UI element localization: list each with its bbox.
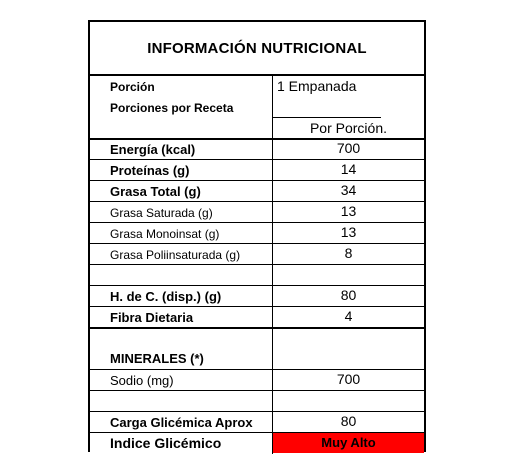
glycemic-index-label: Indice Glicémico (110, 435, 222, 451)
sodium-value: 700 (336, 371, 361, 387)
fiber-label: Fibra Dietaria (110, 310, 194, 325)
glycemic-load-value: 80 (340, 413, 357, 429)
row-divider (90, 285, 424, 286)
panel-title: INFORMACIÓN NUTRICIONAL (147, 39, 367, 57)
row-divider (90, 243, 424, 244)
portion-label: Porción (110, 80, 155, 94)
minerals-divider (90, 327, 424, 329)
protein-label: Proteínas (g) (110, 163, 190, 178)
row-divider (90, 390, 424, 391)
energy-label: Energía (kcal) (110, 142, 196, 157)
nutrition-facts-panel (88, 20, 426, 452)
monounsaturated-fat-value: 13 (340, 224, 357, 240)
protein-value: 14 (340, 161, 357, 177)
fiber-value: 4 (344, 308, 353, 324)
saturated-fat-value: 13 (340, 203, 357, 219)
polyunsaturated-fat-value: 8 (344, 245, 353, 261)
carbohydrates-label: H. de C. (disp.) (g) (110, 289, 222, 304)
carbohydrates-value: 80 (340, 287, 357, 303)
per-portion-header: Por Porción. (309, 120, 388, 136)
servings-label: Porciones por Receta (110, 101, 234, 115)
saturated-fat-label: Grasa Saturada (g) (110, 206, 213, 220)
portion-value: 1 Empanada (277, 78, 357, 94)
sodium-label: Sodio (mg) (110, 373, 174, 388)
row-divider (90, 159, 424, 160)
energy-value: 700 (336, 140, 361, 156)
title-divider (90, 74, 424, 76)
row-divider (90, 180, 424, 181)
row-divider (90, 306, 424, 307)
row-divider (90, 369, 424, 370)
row-divider (90, 201, 424, 202)
row-divider (90, 264, 424, 265)
row-divider (90, 222, 424, 223)
total-fat-value: 34 (340, 182, 357, 198)
glycemic-index-value: Muy Alto (273, 433, 424, 453)
total-fat-label: Grasa Total (g) (110, 184, 201, 199)
polyunsaturated-fat-label: Grasa Poliinsaturada (g) (110, 248, 241, 262)
glycemic-load-label: Carga Glicémica Aprox (110, 415, 253, 430)
servings-underline (273, 117, 381, 118)
minerals-header: MINERALES (*) (110, 351, 204, 366)
monounsaturated-fat-label: Grasa Monoinsat (g) (110, 227, 220, 241)
row-divider (90, 411, 424, 412)
